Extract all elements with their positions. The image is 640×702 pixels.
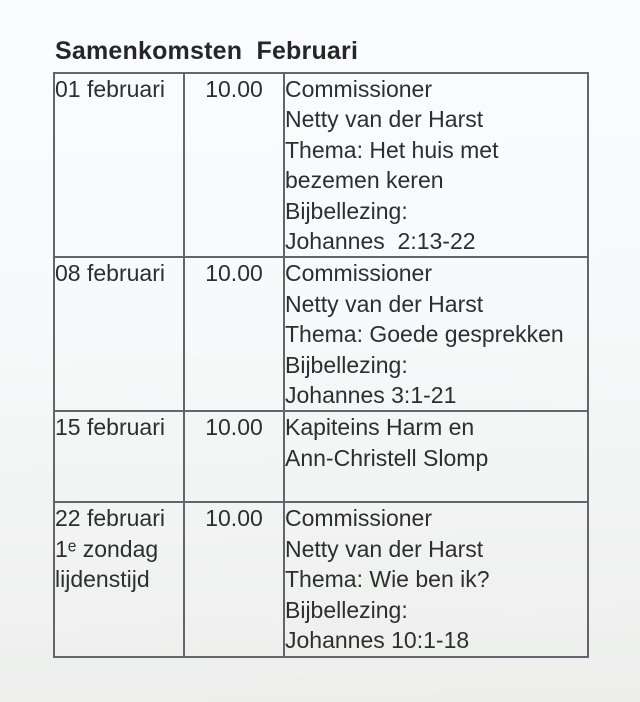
time-value: 10.00: [205, 76, 263, 102]
time-cell: [184, 257, 284, 411]
page-title: Samenkomsten Februari: [55, 37, 359, 65]
time-value: 10.00: [205, 260, 263, 287]
description-line: Ann-Christell Slomp: [285, 444, 489, 471]
table-row: [54, 411, 588, 502]
description-cell: [284, 411, 588, 502]
date-line: 15 februari: [55, 414, 165, 441]
schedule-table: [53, 72, 589, 658]
date-line: 22 februari: [55, 505, 165, 532]
date-cell: [54, 257, 184, 411]
table-row: [54, 73, 588, 257]
description-line: Johannes 3:1-21: [285, 382, 457, 409]
date-cell: [54, 502, 184, 656]
description-line: Bijbellezing:: [285, 351, 408, 378]
date-line: 08 februari: [55, 260, 165, 287]
date-line: 01 februari: [55, 76, 165, 102]
time-value: 10.00: [205, 414, 263, 441]
date-cell: [54, 411, 184, 502]
description-line: bezemen keren: [285, 167, 444, 194]
description-cell: [284, 502, 588, 656]
description-line: Bijbellezing:: [285, 197, 408, 224]
time-cell: [184, 73, 284, 257]
description-line: Johannes 2:13-22: [285, 228, 476, 255]
description-line: Netty van der Harst: [285, 290, 484, 317]
date-line: lijdenstijd: [55, 566, 150, 593]
date-line: 1ᵉ zondag: [55, 535, 159, 562]
description-line: Thema: Wie ben ik?: [285, 566, 490, 593]
description-line: Netty van der Harst: [285, 106, 484, 133]
description-line: Bijbellezing:: [285, 596, 408, 623]
time-value: 10.00: [205, 505, 263, 532]
table-row: [54, 257, 588, 411]
description-line: Netty van der Harst: [285, 535, 484, 562]
time-cell: [184, 502, 284, 656]
table-row: [54, 502, 588, 656]
description-line: Thema: Goede gesprekken: [285, 321, 564, 348]
date-cell: [54, 73, 184, 257]
time-cell: [184, 411, 284, 502]
description-cell: [284, 257, 588, 411]
description-line: Kapiteins Harm en: [285, 414, 475, 441]
description-line: Commissioner: [285, 76, 432, 102]
description-cell: [284, 73, 588, 257]
description-line: Commissioner: [285, 260, 432, 287]
description-line: Commissioner: [285, 505, 432, 532]
description-line: Thema: Het huis met: [285, 136, 499, 163]
description-line: Johannes 10:1-18: [285, 627, 470, 654]
